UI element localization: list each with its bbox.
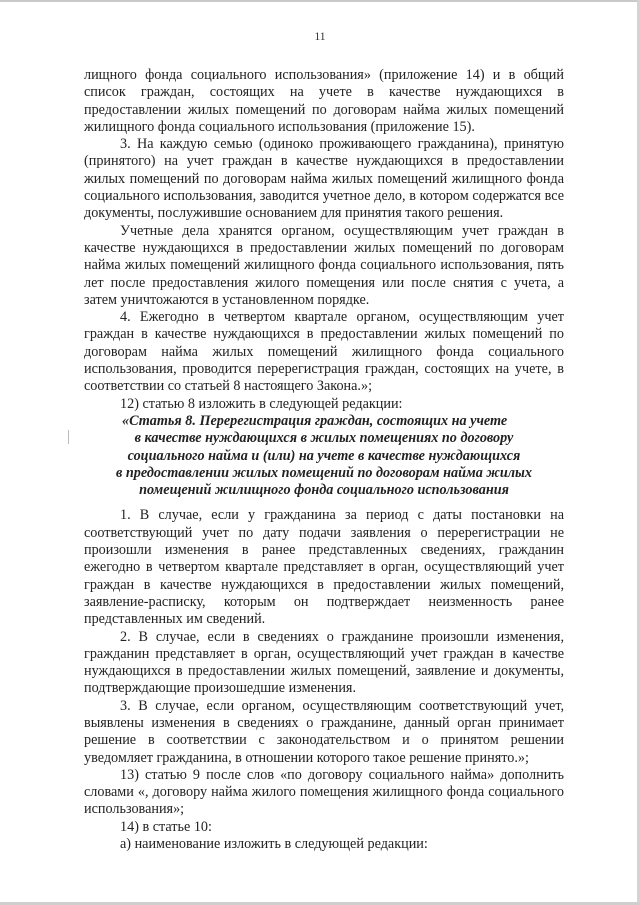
paragraph-item-4: 4. Ежегодно в четвертом квартале органом, осуществляющим учет граждан в качестве нуждающихся в предоставлении жилых помещений по договорам найма жилых помещений жилищного фонда социального использования, проводится перерегистрация граждан, состоящих на учете, в соответствии со статьей 8 настоящего Закона.»; (84, 309, 564, 395)
paragraph-continuation: лищного фонда социального использования» (приложение 14) и в общий список граждан, состоящих на учете в качестве нуждающихся в предоставлении жилых помещений по договорам найма жилых помещений жилищного фонда социального использования (приложение 15). (84, 67, 564, 135)
paragraph-item-3: 3. На каждую семью (одиноко проживающего гражданина), принятую (принятого) на учет граждан в качестве нуждающихся в предоставлении жилых помещений по договорам найма жилых помещений жилищного фонда социального использования, заводится учетное дело, в котором содержатся все документы, послужившие основанием для принятия такого решения. (84, 136, 564, 222)
paragraph-amendment-13: 13) статью 9 после слов «по договору социального найма» дополнить словами «, договору найма жилого помещения жилищного фонда социального использования»; (84, 766, 564, 818)
paragraph-article-8-item-1: 1. В случае, если у гражданина за период с даты постановки на соответствующий учет по дату подачи заявления о перерегистрации не произошли изменения в ранее представленных сведениях, гражданин ежегодно в четвертом квартале представляет в орган, осуществляющий учет граждан в качестве нуждающихся в предоставлении жилых помещений, заявление-расписку, которым он подтверждает неизменность ранее представленных им сведений. (84, 507, 564, 628)
paragraph-article-8-item-2: 2. В случае, если в сведениях о гражданине произошли изменения, гражданин представляет в орган, осуществляющий учет граждан в качестве нуждающихся в предоставлении жилых помещений, заявление и документы, подтверждающие произошедшие изменения. (84, 628, 564, 697)
page-number: 11 (314, 31, 326, 43)
paragraph-amendment-14: 14) в статье 10: (120, 818, 212, 835)
article-8-heading (84, 413, 564, 499)
heading-line: «Статья 8. Перерегистрация граждан, состоящих на учете (122, 412, 508, 429)
margin-mark (68, 430, 69, 444)
paragraph-amendment-12: 12) статью 8 изложить в следующей редакции: (120, 395, 403, 412)
heading-line: в предоставлении жилых помещений по договорам найма жилых (116, 464, 532, 481)
heading-line: в качестве нуждающихся в жилых помещениях по договору (134, 430, 514, 447)
heading-line: помещений жилищного фонда социального использования (139, 482, 509, 499)
paragraph-amendment-14a: а) наименование изложить в следующей редакции: (120, 836, 428, 853)
scan-edge-top (0, 0, 640, 2)
heading-line: социального найма и (или) на учете в качестве нуждающихся (127, 447, 521, 464)
paragraph-records: Учетные дела хранятся органом, осуществляющим учет граждан в качестве нуждающихся в предоставлении жилых помещений по договорам найма жилых помещений жилищного фонда социального использования, пять лет после предоставления жилого помещения или после снятия с учета, а затем уничтожаются в установленном порядке. (84, 222, 564, 308)
paragraph-article-8-item-3: 3. В случае, если органом, осуществляющим соответствующий учет, выявлены изменения в сведениях о гражданине, данный орган принимает решение в соответствии с законодательством и о принятом решении уведомляет гражданина, в отношении которого такое решение принято.»; (84, 697, 564, 766)
document-body (84, 67, 564, 853)
